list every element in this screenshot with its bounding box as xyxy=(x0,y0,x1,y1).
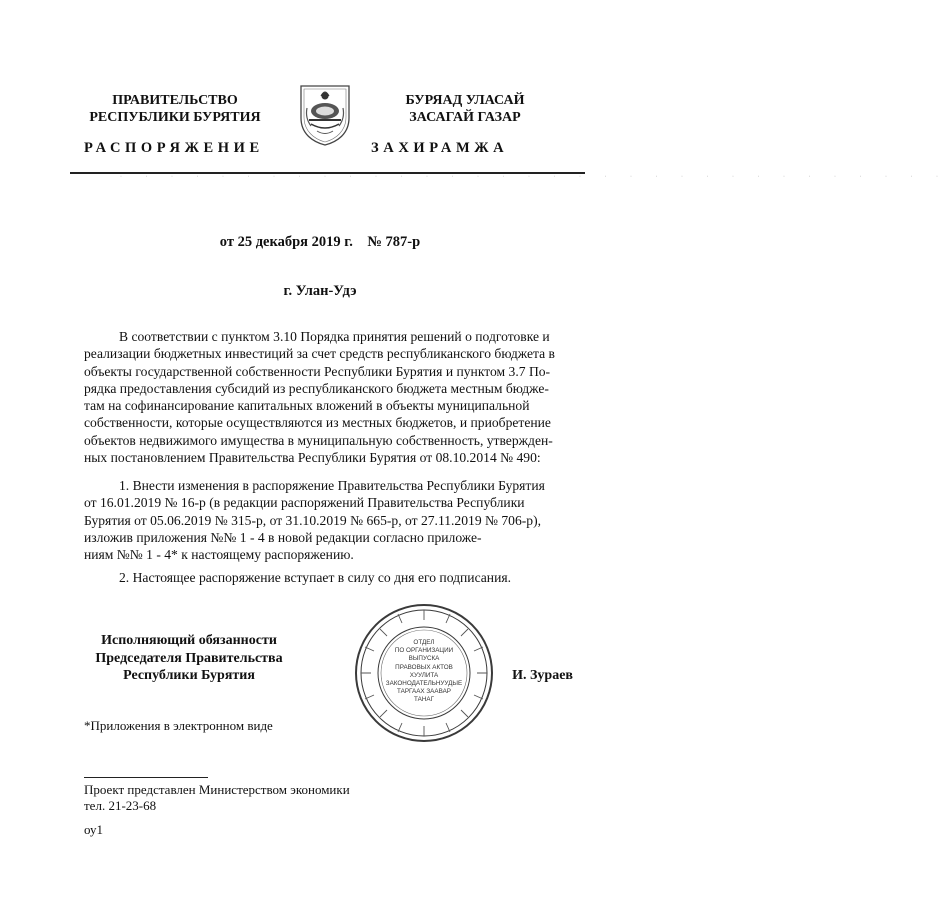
republic-of-buryatia-emblem-icon xyxy=(297,84,353,146)
issuer-line-1: ПРАВИТЕЛЬСТВО xyxy=(112,93,238,108)
item-1-line: Бурятия от 05.06.2019 № 315-р, от 31.10.2019 № 665-р, от 27.11.2019 № 706-р), xyxy=(84,512,542,528)
preamble-line: рядка предоставления субсидий из республиканского бюджета местным бюдже- xyxy=(84,380,549,396)
document-number: № 787-р xyxy=(367,234,421,250)
issuer-name-bua xyxy=(362,92,568,126)
contact-phone: тел. 21-23-68 xyxy=(84,798,157,813)
stamp-line: ТАНАГ xyxy=(414,696,434,704)
document-date: от 25 декабря 2019 г. xyxy=(219,234,353,250)
preamble-line: объектов недвижимого имущества в муниципальную собственность, утвержден- xyxy=(84,432,553,448)
official-round-stamp-icon xyxy=(353,602,495,744)
signatory-title xyxy=(84,632,294,685)
document-code: оу1 xyxy=(84,822,104,837)
preamble-line: объекты государственной собственности Республики Бурятия и пунктом 3.7 По- xyxy=(84,363,551,379)
item-2-line: 2. Настоящее распоряжение вступает в силу со дня его подписания. xyxy=(119,570,512,585)
issuer-line-2-bua: ЗАСАГАЙ ГАЗАР xyxy=(409,110,521,125)
issuer-line-1-bua: БУРЯАД УЛАСАЙ xyxy=(405,93,525,108)
stamp-line: ОТДЕЛ xyxy=(413,639,435,646)
preamble xyxy=(84,328,573,466)
preamble-line: собственности, которые осуществляются из местных бюджетов, и приобретение xyxy=(84,415,551,431)
preamble-line: В соответствии с пунктом 3.10 Порядка принятия решений о подготовке и xyxy=(119,329,550,344)
item-1-line: от 16.01.2019 № 16-р (в редакции распоряжений Правительства Республики xyxy=(84,495,525,511)
draft-by: Проект представлен Министерством экономики xyxy=(84,782,350,797)
item-1-line: изложив приложения №№ 1 - 4 в новой редакции согласно приложе- xyxy=(84,529,482,545)
preamble-line: ных постановлением Правительства Республики Бурятия от 08.10.2014 № 490: xyxy=(84,450,541,466)
preamble-line: там на софинансирование капитальных вложений в объекты муниципальной xyxy=(84,398,530,414)
stamp-line: ПО ОРГАНИЗАЦИИ xyxy=(394,647,454,655)
stamp-line: ЗАКОНОДАТЕЛЬНУУДЫЕ xyxy=(385,680,463,688)
item-2 xyxy=(84,569,573,586)
issuer-line-2: РЕСПУБЛИКИ БУРЯТИЯ xyxy=(89,110,261,125)
signatory-title-line: Республики Бурятия xyxy=(123,668,255,683)
item-1 xyxy=(84,477,573,563)
document-city: г. Улан-Удэ xyxy=(283,283,357,299)
attachments-note: *Приложения в электронном виде xyxy=(84,718,273,733)
stamp-line: ТАРГААХ ЗААВАР xyxy=(397,688,451,696)
stamp-text xyxy=(384,639,464,705)
stamp-line: ХУУЛИТА xyxy=(409,671,439,679)
signatory-name: И. Зураев xyxy=(512,668,573,683)
stamp-line: ВЫПУСКА xyxy=(408,655,440,663)
date-number-line xyxy=(0,234,640,251)
signatory-title-line: Исполняющий обязанности xyxy=(101,633,277,648)
signatory-title-line: Председателя Правительства xyxy=(95,650,283,666)
footer-divider xyxy=(84,777,208,778)
header-dotted-line: · · · · · · · · · · · · · · · · · · · · · · · · · · · · · · · · · xyxy=(120,174,949,180)
preamble-line: реализации бюджетных инвестиций за счет средств республиканского бюджета в xyxy=(84,346,555,362)
issuer-name-ru xyxy=(72,92,278,126)
doctype-bua: ЗАХИРАМЖА xyxy=(371,140,509,156)
item-1-line: ниям №№ 1 - 4* к настоящему распоряжению. xyxy=(84,547,354,563)
stamp-line: ПРАВОВЫХ АКТОВ xyxy=(395,663,453,671)
doctype-ru: РАСПОРЯЖЕНИЕ xyxy=(84,140,264,156)
item-1-line: 1. Внести изменения в распоряжение Правительства Республики Бурятия xyxy=(119,478,545,493)
